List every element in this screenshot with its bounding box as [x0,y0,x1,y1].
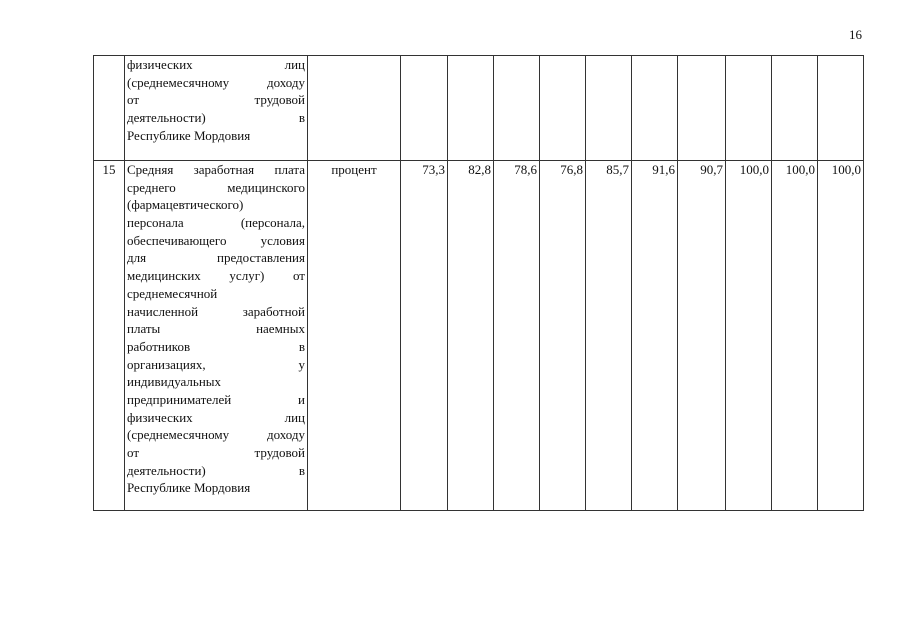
description-line: деятельности) в [127,462,305,478]
description-line: Республике Мордовия [127,127,251,143]
value-cell: 82,8 [448,161,494,511]
description-line: физических лиц [127,409,305,425]
value-cell: 76,8 [540,161,586,511]
value-cell: 100,0 [772,161,818,511]
value-cell: 73,3 [401,161,448,511]
description-line: начисленной заработной [127,303,305,319]
description-line: от трудовой [127,445,305,460]
description-line: работников в [127,338,305,354]
description-line: индивидуальных [127,374,222,390]
value-cell [586,56,632,161]
value-cell: 90,7 [678,161,726,511]
value-cell: 100,0 [818,161,864,511]
description-line: Средняя заработная плата [127,162,305,177]
description-line: (фармацевтического) [127,197,244,213]
value-cell: 85,7 [586,161,632,511]
indicator-description-cell [125,56,308,161]
description-line: персонала (персонала, [127,215,305,231]
value-cell [540,56,586,161]
value-cell: 78,6 [494,161,540,511]
description-line: медицинских услуг) от [127,268,305,284]
description-line: среднемесячной [127,285,218,301]
row-number-cell: 15 [94,161,125,511]
unit-cell [308,56,401,161]
description-line: Республике Мордовия [127,480,251,496]
value-cell: 91,6 [632,161,678,511]
page-number: 16 [849,27,862,42]
description-line: обеспечивающего условия [127,232,305,248]
table-row [94,161,864,511]
description-line: для предоставления [127,250,305,266]
description-line: организациях, у [127,356,305,372]
description-line: физических лиц [127,57,305,72]
value-cell [772,56,818,161]
indicators-table [93,55,864,511]
value-cell [448,56,494,161]
value-cell [494,56,540,161]
description-line: (среднемесячному доходу [127,74,305,90]
description-line: от трудовой [127,92,305,108]
description-line: (среднемесячному доходу [127,427,305,443]
description-line: среднего медицинского [127,179,305,195]
value-cell [678,56,726,161]
indicator-description-cell [125,161,308,511]
value-cell [726,56,772,161]
table-row [94,56,864,161]
value-cell [818,56,864,161]
row-number-cell [94,56,125,161]
description-line: платы наемных [127,321,305,337]
unit-cell: процент [308,161,401,511]
value-cell: 100,0 [726,161,772,511]
value-cell [632,56,678,161]
description-line: предпринимателей и [127,391,305,407]
description-line: деятельности) в [127,110,305,126]
value-cell [401,56,448,161]
